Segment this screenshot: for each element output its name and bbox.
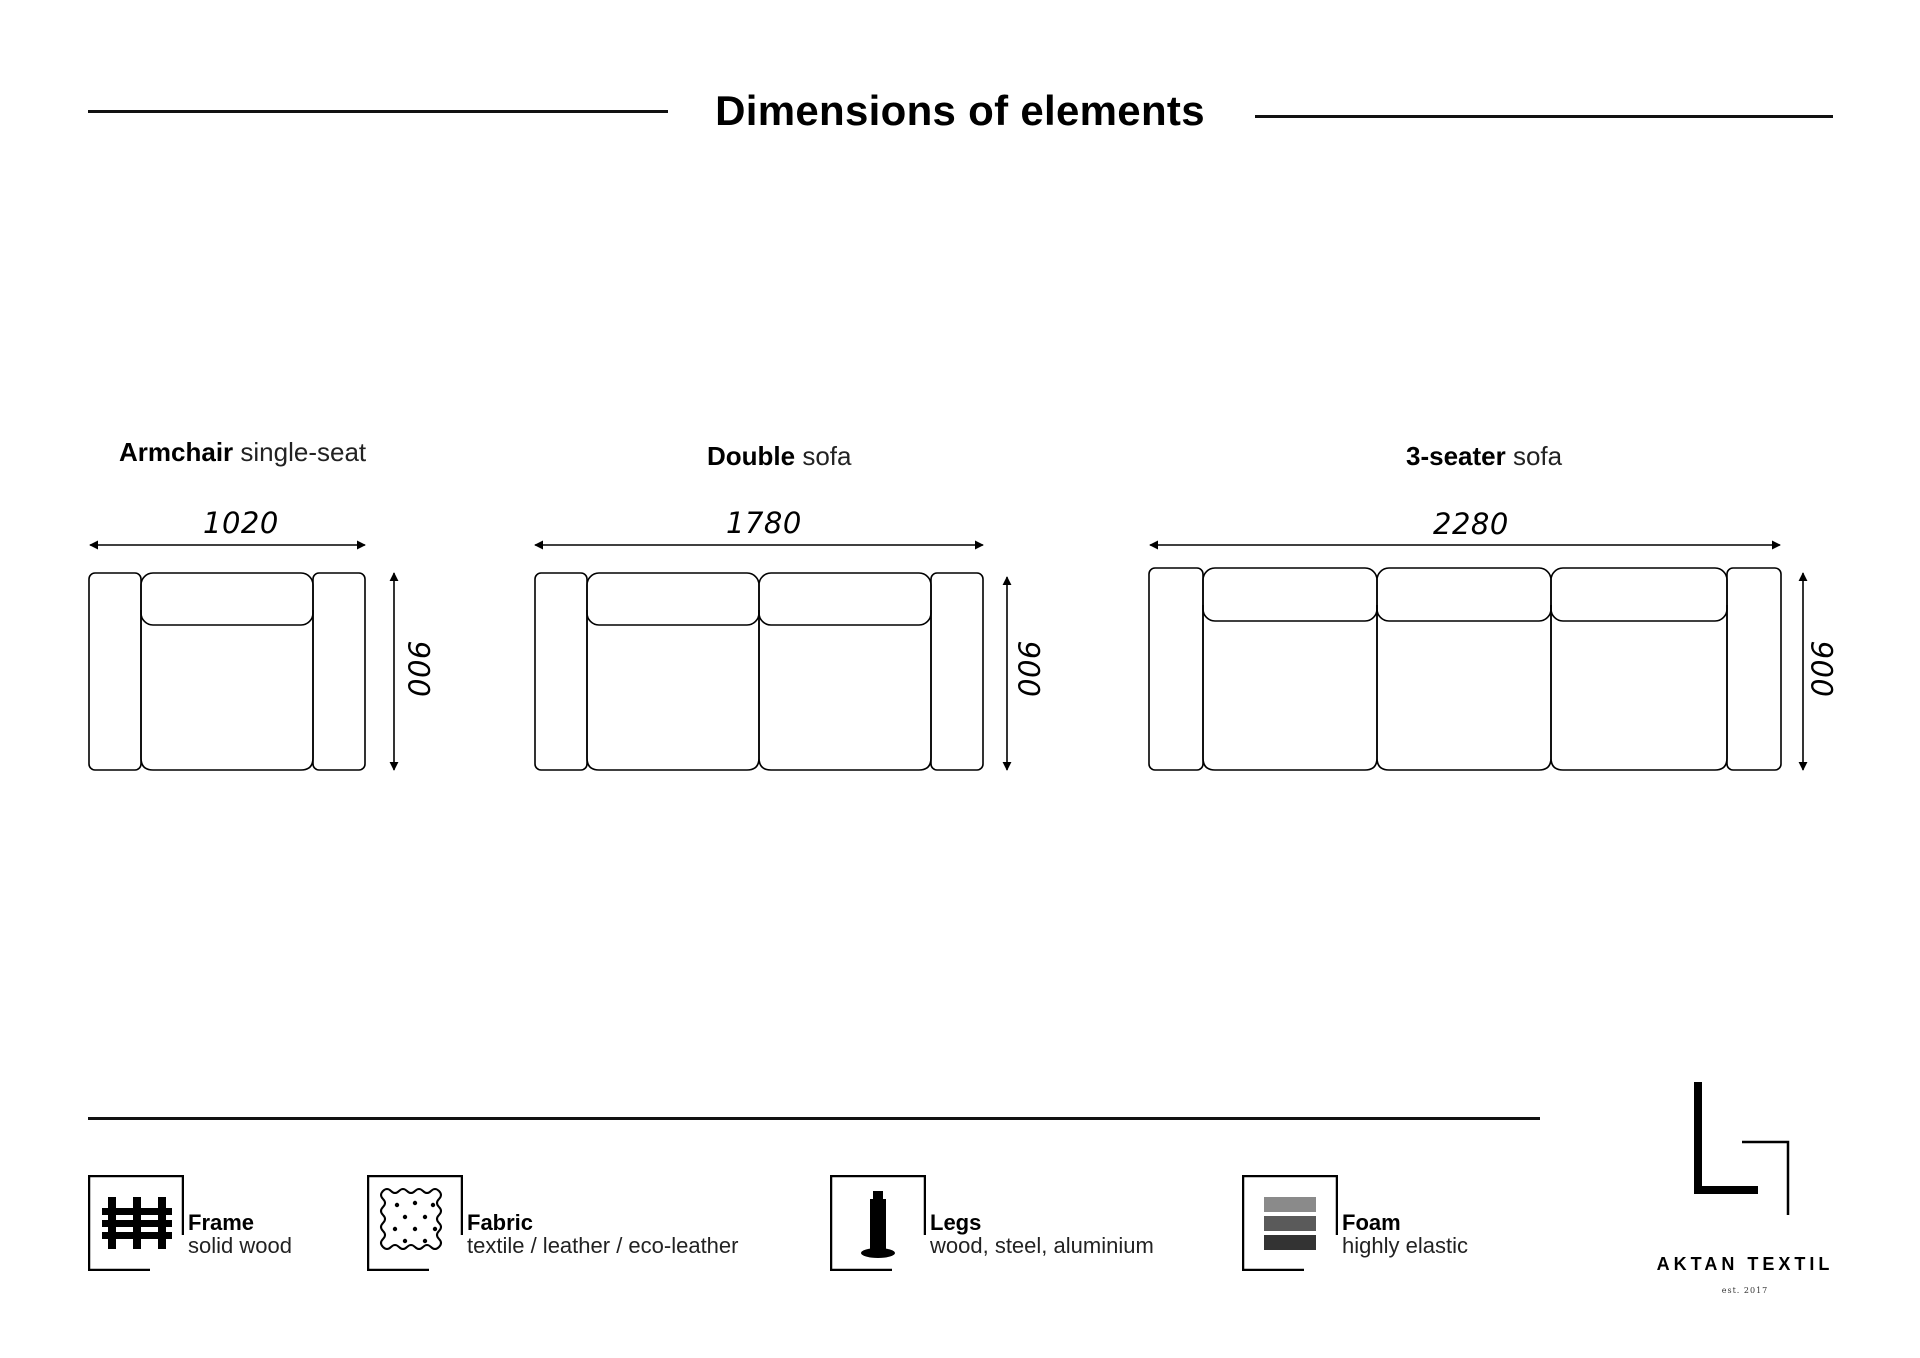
seat-cushion xyxy=(141,610,313,770)
feature-subtitle: wood, steel, aluminium xyxy=(930,1233,1154,1258)
back-cushion xyxy=(1203,568,1377,621)
feature-text xyxy=(467,1212,738,1258)
feature-subtitle: textile / leather / eco-leather xyxy=(467,1233,739,1258)
depth-label-armchair: 900 xyxy=(401,640,436,698)
width-label-armchair: 1020 xyxy=(203,506,279,540)
item-name-light: single-seat xyxy=(240,437,367,467)
feature-title: Foam xyxy=(1342,1210,1401,1235)
armrest-left xyxy=(89,573,141,770)
item-name-bold: 3-seater xyxy=(1406,441,1506,471)
width-label-double: 1780 xyxy=(726,506,802,540)
armrest-left xyxy=(535,573,587,770)
item-name-bold: Double xyxy=(707,441,796,471)
seat-cushion xyxy=(587,610,759,770)
armrest-left xyxy=(1149,568,1203,770)
depth-label-three-seater: 900 xyxy=(1804,640,1839,698)
back-cushion xyxy=(587,573,759,625)
fabric-swatch-icon xyxy=(367,1175,463,1271)
frame-wood-icon xyxy=(88,1175,184,1271)
brand-name: AKTAN TEXTIL xyxy=(1656,1254,1834,1274)
three-seater-sofa-drawing xyxy=(1149,545,1803,770)
seat-cushion xyxy=(1377,605,1551,770)
feature-text xyxy=(930,1212,1154,1258)
feature-text xyxy=(188,1212,292,1258)
width-label-three-seater: 2280 xyxy=(1433,507,1509,541)
item-name-light: sofa xyxy=(1512,441,1563,471)
back-cushion xyxy=(1551,568,1727,621)
item-name-light: sofa xyxy=(802,441,852,471)
seat-cushion xyxy=(759,610,931,770)
feature-text xyxy=(1342,1212,1468,1258)
aktan-l-logo-icon xyxy=(1680,1080,1790,1220)
back-cushion xyxy=(141,573,313,625)
feature-title: Legs xyxy=(930,1210,982,1235)
double-sofa-drawing xyxy=(535,545,1007,770)
sofa-leg-icon xyxy=(830,1175,926,1271)
depth-label-double: 900 xyxy=(1011,640,1046,698)
foam-layers-icon xyxy=(1242,1175,1338,1271)
back-cushion xyxy=(1377,568,1551,621)
item-name-bold: Armchair xyxy=(119,437,234,467)
feature-subtitle: highly elastic xyxy=(1342,1233,1468,1258)
footer-rule xyxy=(88,1117,1540,1120)
page-title: Dimensions of elements xyxy=(0,85,1920,137)
armrest-right xyxy=(313,573,365,770)
seat-cushion xyxy=(1551,605,1727,770)
armrest-right xyxy=(931,573,983,770)
seat-cushion xyxy=(1203,605,1377,770)
armchair-drawing xyxy=(89,545,394,770)
brand-established: est. 2017 xyxy=(1721,1286,1769,1295)
back-cushion xyxy=(759,573,931,625)
armrest-right xyxy=(1727,568,1781,770)
feature-subtitle: solid wood xyxy=(188,1233,292,1258)
feature-title: Frame xyxy=(188,1210,255,1235)
feature-title: Fabric xyxy=(467,1210,534,1235)
